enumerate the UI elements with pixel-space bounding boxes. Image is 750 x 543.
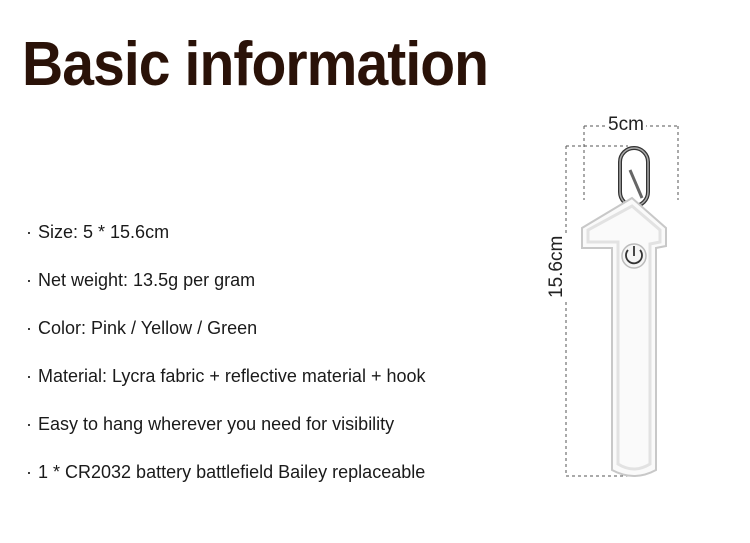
spec-item-hanging	[26, 412, 426, 460]
spec-item-size	[26, 220, 426, 268]
bullet: ·	[26, 462, 32, 482]
spec-item-weight	[26, 268, 426, 316]
bullet: ·	[26, 222, 32, 242]
spec-text: Easy to hang wherever you need for visibility	[38, 414, 395, 434]
spec-list	[26, 220, 426, 508]
spec-text: 1 * CR2032 battery battlefield Bailey replaceable	[38, 462, 426, 482]
width-dimension-label: 5cm	[608, 114, 644, 135]
bullet: ·	[26, 318, 32, 338]
reflective-keychain-pendant-icon	[548, 110, 708, 490]
height-dimension-label: 15.6cm	[546, 235, 567, 298]
spec-text: Net weight: 13.5g per gram	[38, 270, 256, 290]
bullet: ·	[26, 414, 32, 434]
spec-text: Color: Pink / Yellow / Green	[38, 318, 258, 338]
bullet: ·	[26, 366, 32, 386]
spec-item-color	[26, 316, 426, 364]
spec-text: Material: Lycra fabric + reflective material + hook	[38, 366, 426, 386]
pendant-body	[582, 198, 666, 476]
spec-item-battery	[26, 460, 426, 508]
spec-text: Size: 5 * 15.6cm	[38, 222, 170, 242]
spec-item-material	[26, 364, 426, 412]
page-title: Basic information	[22, 30, 489, 99]
power-icon	[622, 244, 646, 268]
bullet: ·	[26, 270, 32, 290]
